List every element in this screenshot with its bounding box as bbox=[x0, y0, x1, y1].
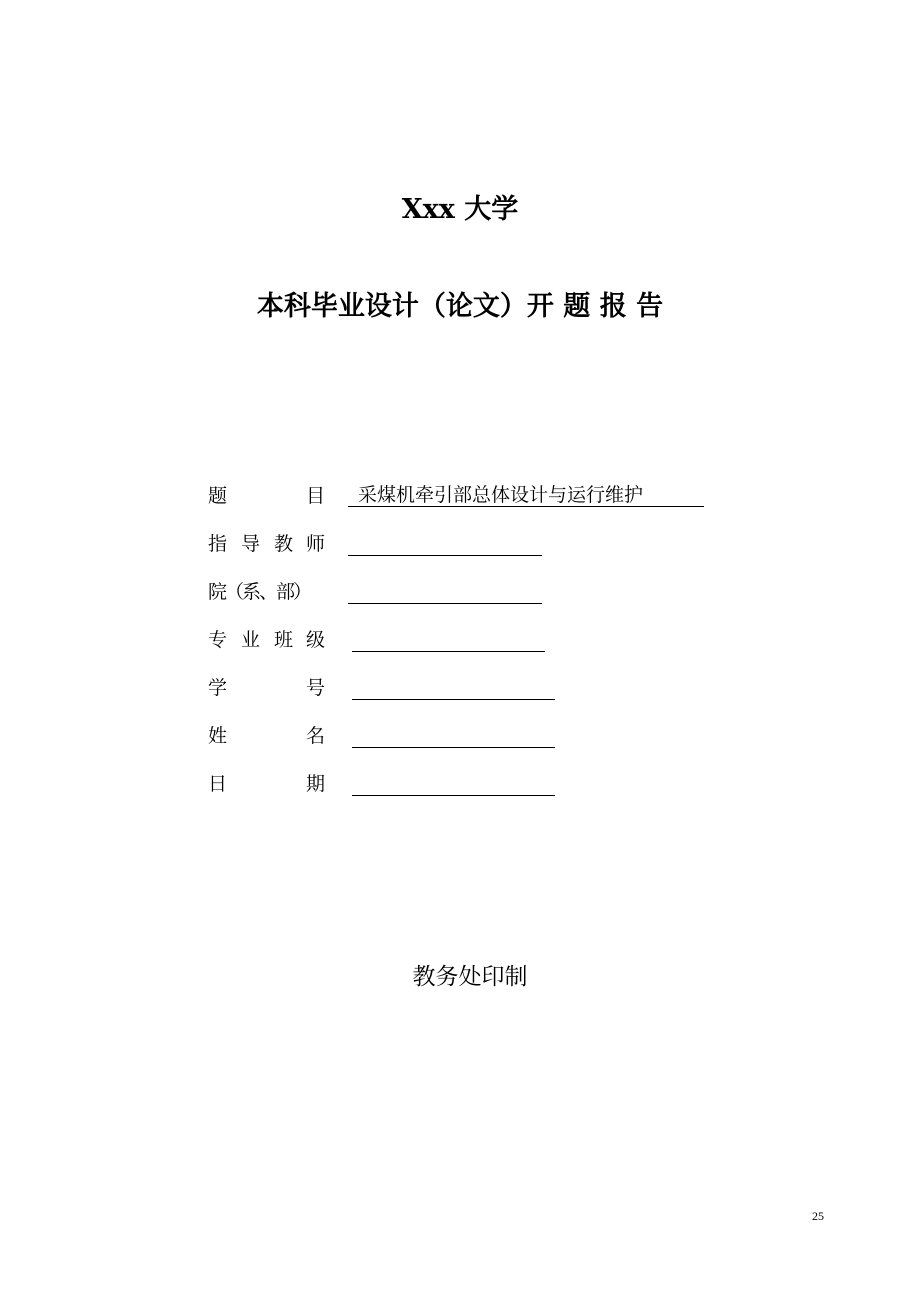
label-char: 名 bbox=[306, 725, 326, 747]
field-label-name bbox=[208, 721, 326, 751]
student-id-blank[interactable] bbox=[352, 673, 555, 700]
page-number: 25 bbox=[812, 1209, 824, 1223]
label-text: 院（系、部） bbox=[208, 581, 311, 603]
label-char: 学 bbox=[208, 677, 228, 699]
label-char: 指 bbox=[208, 533, 228, 555]
label-char: 目 bbox=[306, 485, 326, 507]
advisor-blank[interactable] bbox=[348, 529, 542, 556]
field-label-date bbox=[208, 769, 326, 799]
field-label-topic bbox=[208, 481, 326, 511]
field-label-advisor bbox=[208, 529, 326, 559]
label-char: 级 bbox=[306, 629, 326, 651]
label-char: 期 bbox=[306, 773, 326, 795]
university-name: Xxx 大学 bbox=[401, 194, 519, 225]
printer-credit: 教务处印制 bbox=[412, 964, 528, 990]
class-blank[interactable] bbox=[352, 625, 545, 652]
label-char: 专 bbox=[208, 629, 228, 651]
date-blank[interactable] bbox=[352, 769, 555, 796]
label-char: 姓 bbox=[208, 725, 228, 747]
label-char: 业 bbox=[241, 629, 261, 651]
label-char: 题 bbox=[208, 485, 228, 507]
label-char: 师 bbox=[306, 533, 326, 555]
field-label-student-id bbox=[208, 673, 326, 703]
label-char: 教 bbox=[274, 533, 294, 555]
topic-value[interactable]: 采煤机牵引部总体设计与运行维护 bbox=[348, 481, 704, 507]
report-title: 本科毕业设计（论文）开 题 报 告 bbox=[256, 291, 664, 322]
label-char: 班 bbox=[274, 629, 294, 651]
label-char: 号 bbox=[306, 677, 326, 699]
department-blank[interactable] bbox=[348, 577, 542, 604]
name-blank[interactable] bbox=[352, 721, 555, 748]
label-char: 导 bbox=[241, 533, 261, 555]
field-label-class bbox=[208, 625, 326, 655]
label-char: 日 bbox=[208, 773, 228, 795]
field-label-department bbox=[208, 577, 326, 607]
